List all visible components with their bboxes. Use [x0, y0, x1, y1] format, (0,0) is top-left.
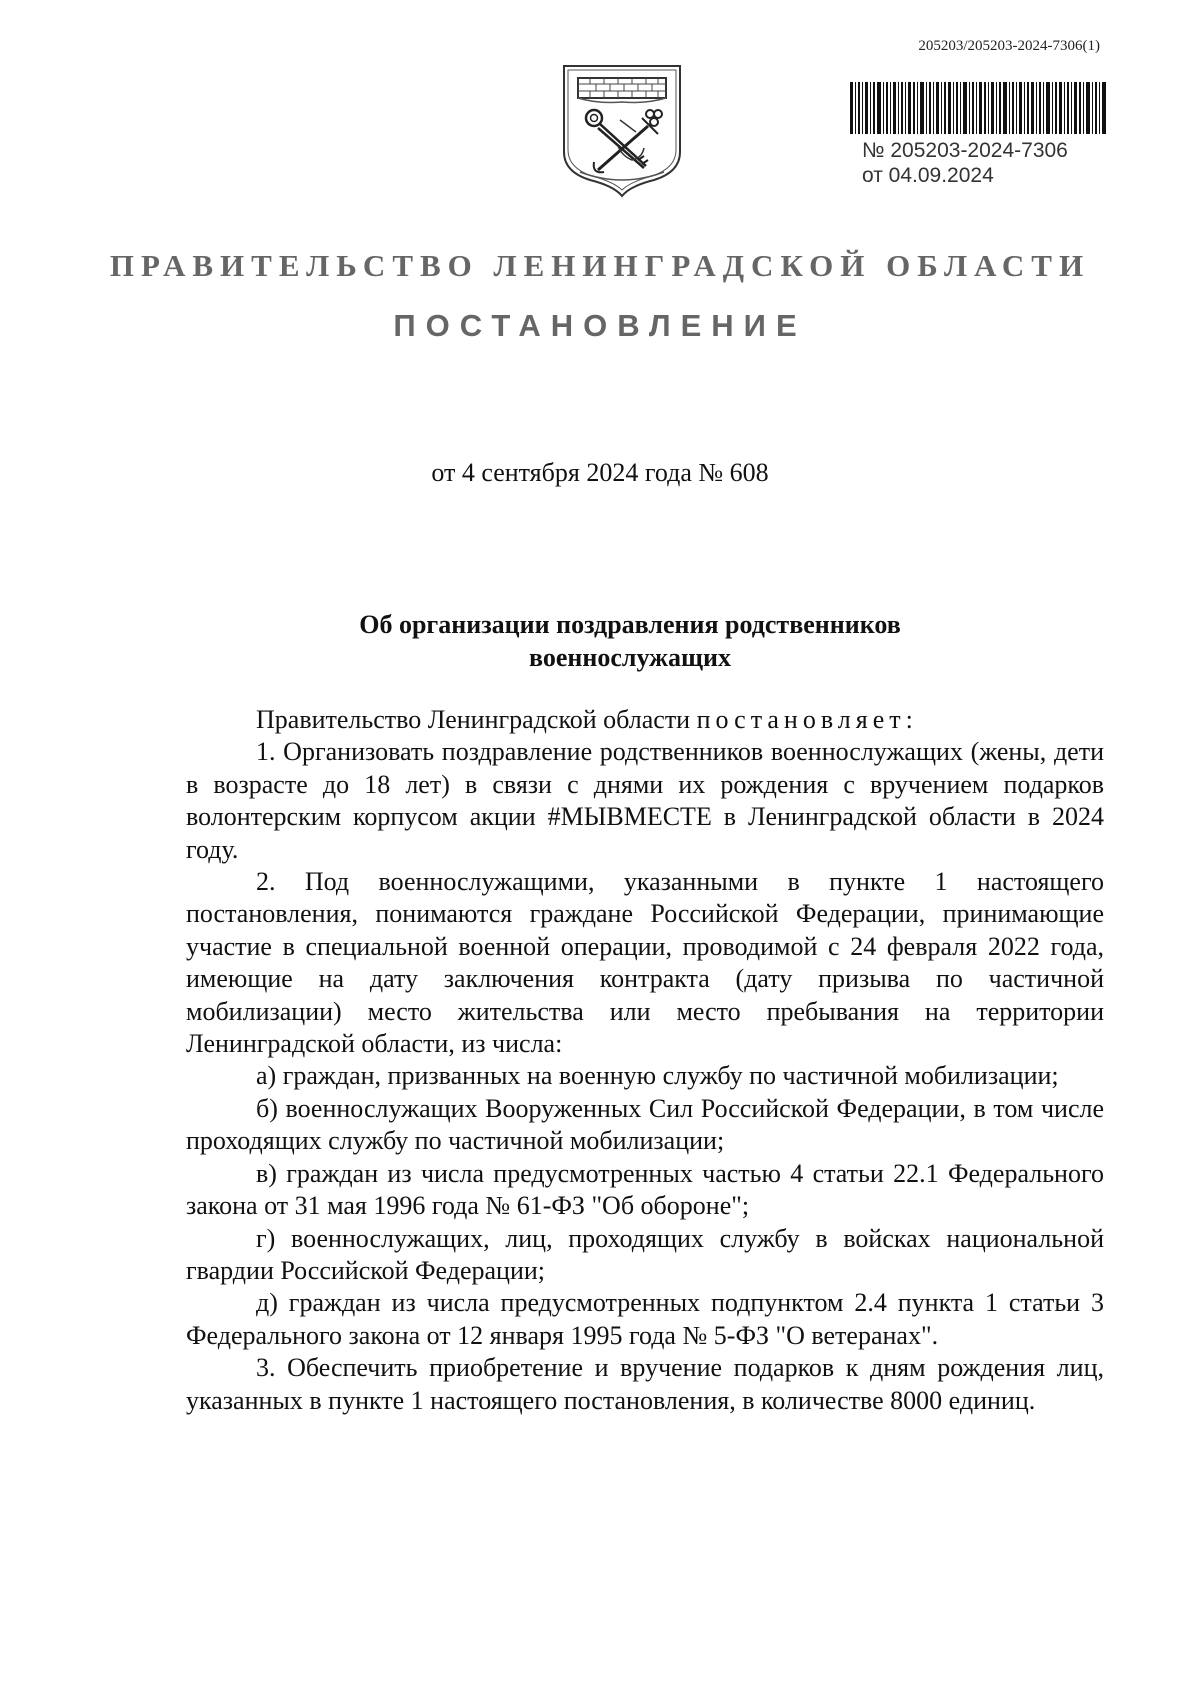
decree-date-number: от 4 сентября 2024 года № 608 — [431, 458, 769, 487]
decree-title — [330, 608, 930, 674]
registration-stamp — [862, 138, 1068, 188]
preamble — [186, 704, 1104, 736]
registration-date: от 04.09.2024 — [862, 164, 994, 187]
preamble-text: Правительство Ленинградской области — [256, 705, 697, 734]
decree-body — [186, 704, 1104, 1417]
paragraph-1: 1. Организовать поздравление родственников военнослужащих (жены, дети в возрасте до 18 лет) в связи с днями их рождения с вручением подарков волонтерским корпусом акции #МЫВМЕСТЕ в Ленинградской области в 2024 году. — [186, 737, 1104, 864]
subparagraph-v: в) граждан из числа предусмотренных частью 4 статьи 22.1 Федерального закона от 31 мая 1996 года № 61-ФЗ "Об обороне"; — [186, 1158, 1104, 1221]
decree-title-line-2: военнослужащих — [529, 643, 731, 672]
barcode — [850, 82, 1106, 134]
paragraph-3: 3. Обеспечить приобретение и вручение подарков к дням рождения лиц, указанных в пункте 1 настоящего постановления, в количестве 8000 единиц. — [186, 1353, 1104, 1415]
subparagraph-a: а) граждан, призванных на военную службу по частичной мобилизации; — [256, 1061, 1059, 1091]
coat-of-arms-emblem — [558, 60, 686, 198]
preamble-colon: : — [905, 705, 913, 734]
registration-number: № 205203-2024-7306 — [862, 139, 1068, 162]
document-reference: 205203/205203-2024-7306(1) — [918, 38, 1100, 54]
subparagraph-d: д) граждан из числа предусмотренных подпунктом 2.4 пункта 1 статьи 3 Федерального закона от 12 января 1995 года № 5-ФЗ "О ветеранах". — [186, 1288, 1104, 1350]
document-type-heading: ПОСТАНОВЛЕНИЕ — [393, 308, 807, 343]
subparagraph-g: г) военнослужащих, лиц, проходящих службу в войсках национальной гвардии Российской Федерации; — [186, 1223, 1104, 1285]
government-heading: ПРАВИТЕЛЬСТВО ЛЕНИНГРАДСКОЙ ОБЛАСТИ — [109, 248, 1091, 283]
decree-title-line-1: Об организации поздравления родственников — [359, 610, 901, 639]
preamble-spaced-word: постановляет — [696, 705, 906, 734]
paragraph-2: 2. Под военнослужащими, указанными в пункте 1 настоящего постановления, понимаются граждане Российской Федерации, принимающие участие в специальной военной операции, проводимой с 24 февраля 2022 года, имеющие на дату заключения контракта (дату призыва по частичной мобилизации) место жительства или место пребывания на территории Ленинградской области, из числа: — [186, 867, 1104, 1059]
subparagraph-b: б) военнослужащих Вооруженных Сил Российской Федерации, в том числе проходящих службу по частичной мобилизации; — [186, 1093, 1104, 1156]
